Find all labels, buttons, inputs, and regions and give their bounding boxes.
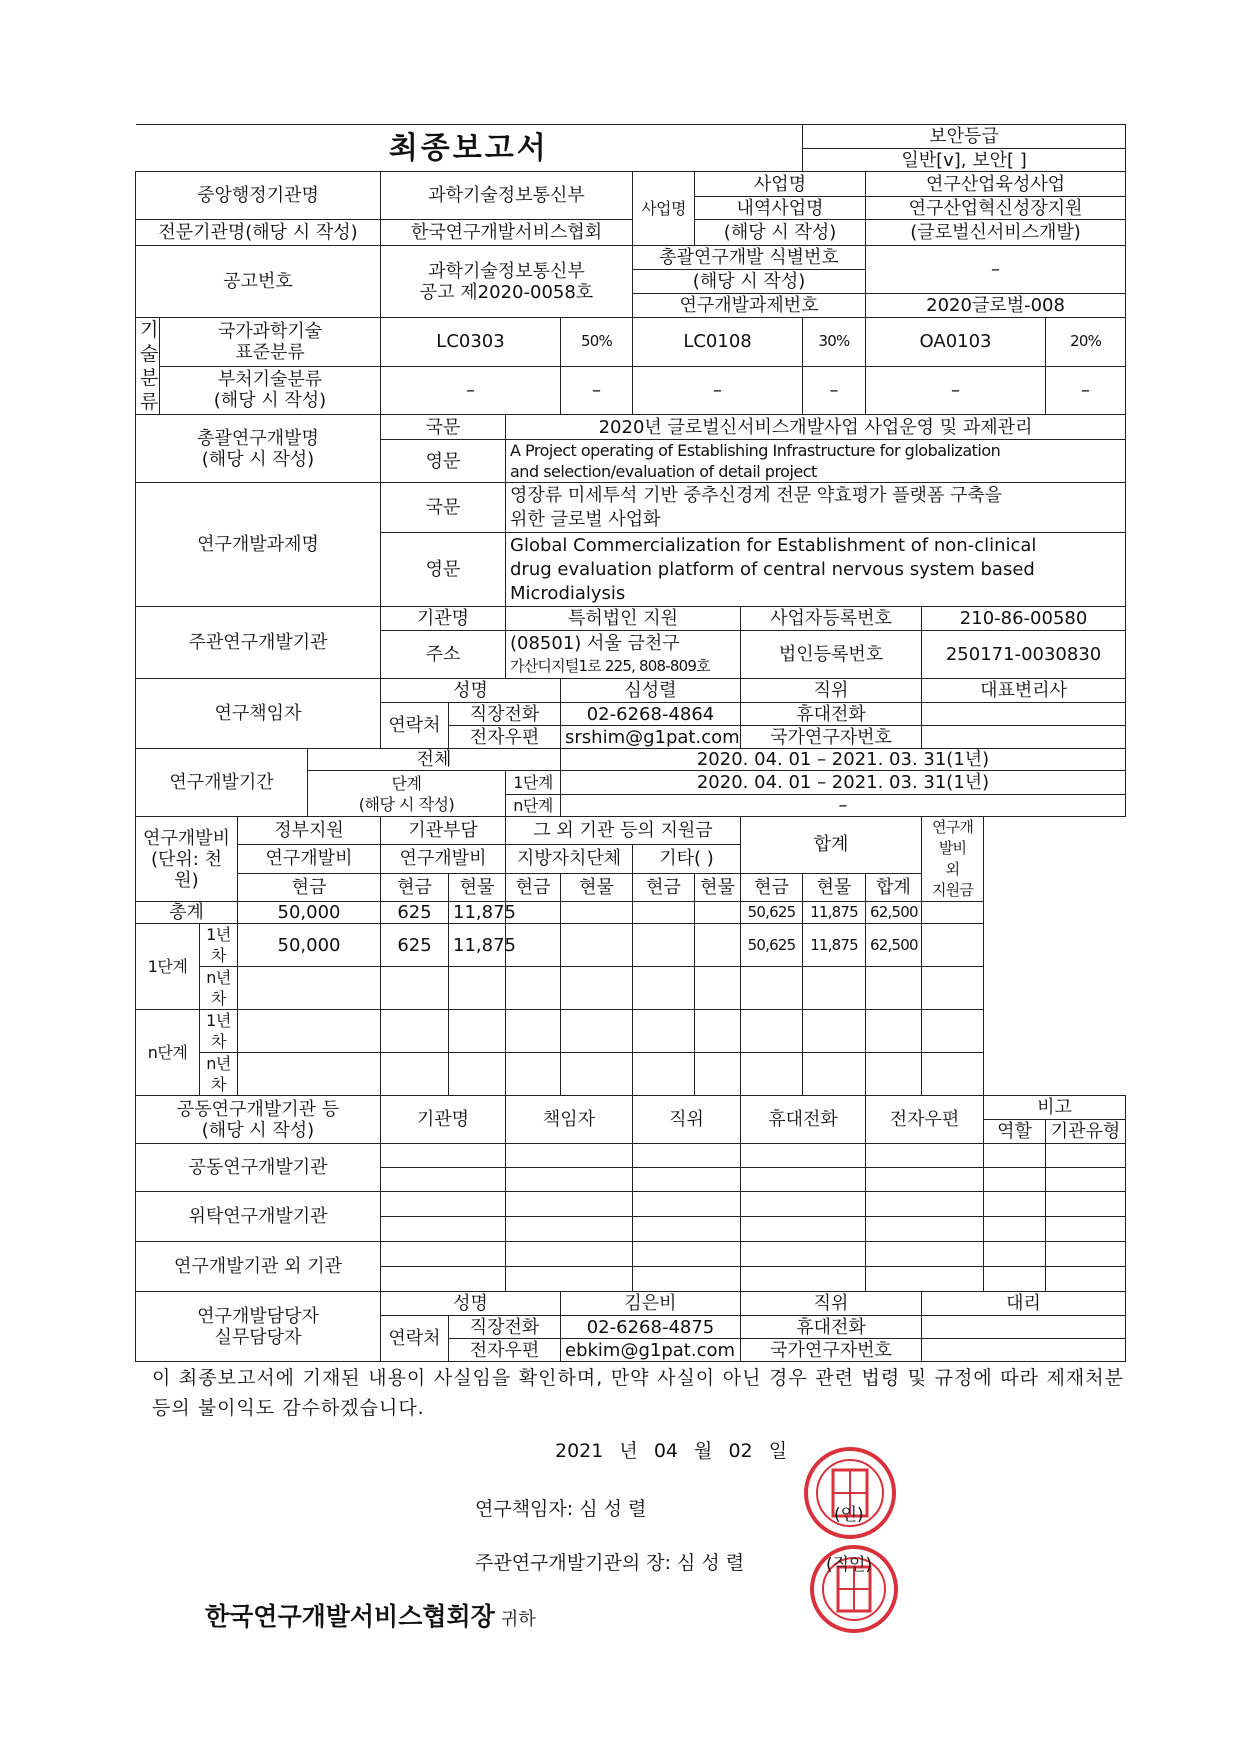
budget-s1yn-c10 bbox=[922, 967, 984, 1010]
ministry-class-pct-3: – bbox=[1046, 366, 1126, 415]
joint-r4-e bbox=[866, 1217, 984, 1242]
ministry-class-label: 부처기술분류 (해당 시 작성) bbox=[160, 366, 381, 415]
budget-spacer bbox=[984, 817, 1126, 1053]
joint-r5-f bbox=[984, 1242, 1046, 1267]
joint-r3-b bbox=[506, 1192, 633, 1217]
budget-snyn-gov bbox=[238, 1053, 381, 1096]
budget-label: 연구개발비 (단위: 천원) bbox=[136, 817, 238, 902]
pi-mobile-label: 휴대전화 bbox=[741, 703, 922, 726]
central-agency-value: 과학기술정보통신부 bbox=[381, 172, 633, 220]
joint-r2-b bbox=[506, 1168, 633, 1192]
period-total-label: 전체 bbox=[308, 749, 561, 771]
budget-s1y1-gov: 50,000 bbox=[238, 924, 381, 967]
ministry-class-pct-1: – bbox=[561, 366, 633, 415]
joint-col-email: 전자우편 bbox=[866, 1096, 984, 1144]
joint-r1-f bbox=[984, 1144, 1046, 1168]
budget-total-sum-total: 62,500 bbox=[866, 902, 922, 924]
overall-id-value: – bbox=[866, 246, 1126, 294]
budget-total-row-label: 총계 bbox=[136, 902, 238, 924]
budget-etc-kind: 현물 bbox=[695, 873, 741, 901]
pi-researcher-no-value bbox=[922, 726, 1126, 749]
budget-sny1-c4 bbox=[561, 1010, 633, 1053]
budget-s1yn-c8 bbox=[803, 967, 866, 1010]
joint-col-note: 비고 bbox=[984, 1096, 1126, 1120]
staff-office-phone-value: 02-6268-4875 bbox=[561, 1316, 741, 1339]
budget-total-org-cash: 625 bbox=[381, 902, 449, 924]
budget-snyn-c4 bbox=[561, 1053, 633, 1096]
joint-r3-d bbox=[741, 1192, 866, 1217]
joint-col-role: 역할 bbox=[984, 1120, 1046, 1144]
joint-col-org: 기관명 bbox=[381, 1096, 506, 1144]
budget-gov-label-1: 정부지원 bbox=[238, 817, 381, 845]
joint-r6-f bbox=[984, 1267, 1046, 1292]
budget-total-local-kind bbox=[561, 902, 633, 924]
tech-class-side-label: 기 술 분 류 bbox=[136, 318, 160, 415]
budget-snyn-c3 bbox=[506, 1053, 561, 1096]
budget-sum-total: 합계 bbox=[866, 873, 922, 901]
budget-stage1-label: 1단계 bbox=[136, 924, 200, 1010]
staff-researcher-no-label: 국가연구자번호 bbox=[741, 1339, 922, 1362]
joint-row-label-3: 연구개발기관 외 기관 bbox=[136, 1242, 381, 1292]
budget-org-label-2: 연구개발비 bbox=[381, 845, 506, 873]
staff-mobile-value bbox=[922, 1316, 1126, 1339]
staff-mobile-label: 휴대전화 bbox=[741, 1316, 922, 1339]
date-year: 2021 bbox=[555, 1440, 604, 1462]
lead-org-addr-value: (08501) 서울 금천구 가산디지털1로 225, 808-809호 bbox=[506, 631, 741, 679]
recipient bbox=[205, 1597, 536, 1633]
pi-name-value: 심성렬 bbox=[561, 679, 741, 703]
joint-r4-c bbox=[633, 1217, 741, 1242]
joint-r2-a bbox=[381, 1168, 506, 1192]
national-class-pct-3: 20% bbox=[1046, 318, 1126, 367]
joint-r2-d bbox=[741, 1168, 866, 1192]
task-no-value: 2020글로벌-008 bbox=[866, 294, 1126, 318]
budget-s1yn-gov bbox=[238, 967, 381, 1010]
budget-other-label: 그 외 기관 등의 지원금 bbox=[506, 817, 741, 845]
staff-office-phone-label: 직장전화 bbox=[449, 1316, 561, 1339]
national-class-code-1: LC0303 bbox=[381, 318, 561, 367]
seal-stamp-icon bbox=[802, 1445, 898, 1541]
period-stagen-value: – bbox=[561, 795, 1126, 817]
joint-r6-a bbox=[381, 1267, 506, 1292]
budget-s1y1-sum-kind: 11,875 bbox=[803, 924, 866, 967]
joint-col-mobile: 휴대전화 bbox=[741, 1096, 866, 1144]
pi-signature-line: 연구책임자: 심 성 렬 bbox=[475, 1498, 647, 1520]
joint-r1-d bbox=[741, 1144, 866, 1168]
budget-s1y1-label: 1년차 bbox=[200, 924, 238, 967]
sub-biz-value-1: 연구산업혁신성장지원 bbox=[866, 197, 1126, 220]
budget-nonfund-label: 연구개발비 외 지원금 bbox=[922, 817, 984, 902]
joint-r6-e bbox=[866, 1267, 984, 1292]
national-class-label: 국가과학기술 표준분류 bbox=[160, 318, 381, 367]
budget-sny1-c8 bbox=[803, 1010, 866, 1053]
budget-etc-label: 기타( ) bbox=[633, 845, 741, 873]
budget-s1y1-org-cash: 625 bbox=[381, 924, 449, 967]
pi-position-value: 대표변리사 bbox=[922, 679, 1126, 703]
period-stage1-label: 1단계 bbox=[506, 771, 561, 795]
period-total-value: 2020. 04. 01 – 2021. 03. 31(1년) bbox=[561, 749, 1126, 771]
national-class-code-2: LC0108 bbox=[633, 318, 803, 367]
joint-r4-f bbox=[984, 1217, 1046, 1242]
budget-s1yn-c9 bbox=[866, 967, 922, 1010]
budget-s1y1-nonfund bbox=[922, 924, 984, 967]
expert-agency-value: 한국연구개발서비스협회 bbox=[381, 220, 633, 246]
budget-s1yn-label: n년차 bbox=[200, 967, 238, 1010]
main-table bbox=[135, 124, 1126, 1362]
notice-value-1: 과학기술정보통신부 bbox=[428, 260, 585, 282]
task-name-en-value: Global Commercialization for Establishment of non-clinical drug evaluation platform of central nervous system based Microdialysis bbox=[506, 533, 1126, 607]
budget-total-sum-cash: 50,625 bbox=[741, 902, 803, 924]
budget-sny1-c2 bbox=[449, 1010, 506, 1053]
corp-reg-no-label: 법인등록번호 bbox=[741, 631, 922, 679]
ministry-class-pct-2: – bbox=[803, 366, 866, 415]
task-no-label: 연구개발과제번호 bbox=[633, 294, 866, 318]
joint-r6-g bbox=[1046, 1267, 1126, 1292]
budget-snyn-c5 bbox=[633, 1053, 695, 1096]
biz-name-value: 연구산업육성사업 bbox=[866, 172, 1126, 197]
joint-r5-c bbox=[633, 1242, 741, 1267]
budget-local-cash: 현금 bbox=[506, 873, 561, 901]
budget-etc-cash: 현금 bbox=[633, 873, 695, 901]
ministry-class-code-1: – bbox=[381, 366, 561, 415]
staff-researcher-no-value bbox=[922, 1339, 1126, 1362]
head-seal-mark: (직인) bbox=[826, 1555, 873, 1575]
lead-org-addr-label: 주소 bbox=[381, 631, 506, 679]
joint-r3-f bbox=[984, 1192, 1046, 1217]
overall-name-kr-value: 2020년 글로벌신서비스개발사업 사업운영 및 과제관리 bbox=[506, 415, 1126, 440]
budget-snyn-c1 bbox=[381, 1053, 449, 1096]
pi-label: 연구책임자 bbox=[136, 679, 381, 749]
national-class-code-3: OA0103 bbox=[866, 318, 1046, 367]
joint-r6-d bbox=[741, 1267, 866, 1292]
staff-email-value: ebkim@g1pat.com bbox=[561, 1339, 741, 1362]
biz-reg-no-label: 사업자등록번호 bbox=[741, 607, 922, 631]
overall-name-en-value: A Project operating of Establishing Infrastructure for globalization and selection/evaluation of detail project bbox=[506, 440, 1126, 483]
budget-org-kind: 현물 bbox=[449, 873, 506, 901]
overall-name-en-label: 영문 bbox=[381, 440, 506, 483]
budget-org-label-1: 기관부담 bbox=[381, 817, 506, 845]
overall-name-kr-label: 국문 bbox=[381, 415, 506, 440]
period-stage-label: 단계 (해당 시 작성) bbox=[308, 771, 506, 817]
budget-s1yn-c2 bbox=[449, 967, 506, 1010]
budget-s1y1-sum-total: 62,500 bbox=[866, 924, 922, 967]
joint-r2-g bbox=[1046, 1168, 1126, 1192]
page-title: 최종보고서 bbox=[136, 125, 803, 172]
biz-reg-no-value: 210-86-00580 bbox=[922, 607, 1126, 631]
budget-sny1-c10 bbox=[922, 1010, 984, 1053]
report-date bbox=[555, 1436, 787, 1463]
date-month: 04 bbox=[653, 1440, 678, 1462]
joint-label: 공동연구개발기관 등 (해당 시 작성) bbox=[136, 1096, 381, 1144]
budget-gov-cash: 현금 bbox=[238, 873, 381, 901]
budget-sum-kind: 현물 bbox=[803, 873, 866, 901]
date-month-unit: 월 bbox=[694, 1440, 713, 1462]
joint-r3-e bbox=[866, 1192, 984, 1217]
date-day: 02 bbox=[728, 1440, 753, 1462]
budget-stagen-label: n단계 bbox=[136, 1010, 200, 1096]
budget-snyn-c8 bbox=[803, 1053, 866, 1096]
budget-s1yn-c7 bbox=[741, 967, 803, 1010]
notice-value bbox=[381, 246, 633, 318]
budget-snyn-c6 bbox=[695, 1053, 741, 1096]
joint-r5-d bbox=[741, 1242, 866, 1267]
budget-s1y1-etc-cash bbox=[633, 924, 695, 967]
pi-email-label: 전자우편 bbox=[449, 726, 561, 749]
budget-spacer-3 bbox=[984, 1053, 1126, 1096]
budget-total-etc-kind bbox=[695, 902, 741, 924]
expert-agency-label: 전문기관명(해당 시 작성) bbox=[136, 220, 381, 246]
overall-id-label-1: 총괄연구개발 식별번호 bbox=[633, 246, 866, 270]
joint-r2-f bbox=[984, 1168, 1046, 1192]
budget-sny1-c1 bbox=[381, 1010, 449, 1053]
national-class-pct-2: 30% bbox=[803, 318, 866, 367]
ministry-class-code-2: – bbox=[633, 366, 803, 415]
budget-snyn-label: n년차 bbox=[200, 1053, 238, 1096]
recipient-name: 한국연구개발서비스협회장 bbox=[205, 1602, 495, 1631]
joint-row-label-1: 공동연구개발기관 bbox=[136, 1144, 381, 1192]
budget-s1yn-c1 bbox=[381, 967, 449, 1010]
task-name-kr-value: 영장류 미세투석 기반 중추신경계 전문 약효평가 플랫폼 구축을 위한 글로벌 사업화 bbox=[506, 483, 1126, 533]
joint-r2-e bbox=[866, 1168, 984, 1192]
joint-r4-a bbox=[381, 1217, 506, 1242]
pi-office-phone-label: 직장전화 bbox=[449, 703, 561, 726]
budget-gov-label-2: 연구개발비 bbox=[238, 845, 381, 873]
budget-sny1-c6 bbox=[695, 1010, 741, 1053]
notice-label: 공고번호 bbox=[136, 246, 381, 318]
notice-value-2: 공고 제2020-0058호 bbox=[419, 281, 594, 303]
budget-total-gov: 50,000 bbox=[238, 902, 381, 924]
period-stagen-label: n단계 bbox=[506, 795, 561, 817]
budget-snyn-c7 bbox=[741, 1053, 803, 1096]
joint-r5-a bbox=[381, 1242, 506, 1267]
joint-r4-d bbox=[741, 1217, 866, 1242]
pi-seal-mark: (인) bbox=[834, 1505, 864, 1525]
overall-id-label-2: (해당 시 작성) bbox=[633, 270, 866, 294]
pi-researcher-no-label: 국가연구자번호 bbox=[741, 726, 922, 749]
central-agency-label: 중앙행정기관명 bbox=[136, 172, 381, 220]
staff-position-label: 직위 bbox=[741, 1292, 922, 1316]
budget-total-sum-kind: 11,875 bbox=[803, 902, 866, 924]
staff-name-value: 김은비 bbox=[561, 1292, 741, 1316]
budget-s1y1-sum-cash: 50,625 bbox=[741, 924, 803, 967]
pi-position-label: 직위 bbox=[741, 679, 922, 703]
task-name-en-label: 영문 bbox=[381, 533, 506, 607]
lead-org-label: 주관연구개발기관 bbox=[136, 607, 381, 679]
joint-r5-b bbox=[506, 1242, 633, 1267]
budget-s1y1-org-kind: 11,875 bbox=[449, 924, 506, 967]
task-name-label: 연구개발과제명 bbox=[136, 483, 381, 607]
date-year-unit: 년 bbox=[619, 1440, 638, 1462]
report-form bbox=[135, 124, 1125, 1362]
budget-s1y1-local-kind bbox=[561, 924, 633, 967]
security-label: 보안등급 bbox=[803, 125, 1126, 149]
joint-r4-g bbox=[1046, 1217, 1126, 1242]
joint-r3-c bbox=[633, 1192, 741, 1217]
period-label: 연구개발기간 bbox=[136, 749, 308, 817]
joint-r5-g bbox=[1046, 1242, 1126, 1267]
overall-name-label: 총괄연구개발명 (해당 시 작성) bbox=[136, 415, 381, 483]
joint-r3-a bbox=[381, 1192, 506, 1217]
staff-name-label: 성명 bbox=[381, 1292, 561, 1316]
joint-r4-b bbox=[506, 1217, 633, 1242]
corp-reg-no-value: 250171-0030830 bbox=[922, 631, 1126, 679]
joint-r6-b bbox=[506, 1267, 633, 1292]
budget-snyn-c2 bbox=[449, 1053, 506, 1096]
budget-s1yn-c4 bbox=[561, 967, 633, 1010]
joint-r5-e bbox=[866, 1242, 984, 1267]
pi-name-label: 성명 bbox=[381, 679, 561, 703]
joint-r6-c bbox=[633, 1267, 741, 1292]
lead-org-name-label: 기관명 bbox=[381, 607, 506, 631]
program-label: 사업명 bbox=[633, 172, 695, 246]
budget-sum-cash: 현금 bbox=[741, 873, 803, 901]
sub-biz-value-2: (글로벌신서비스개발) bbox=[866, 220, 1126, 246]
joint-col-type: 기관유형 bbox=[1046, 1120, 1126, 1144]
budget-total-nonfund bbox=[922, 902, 984, 924]
budget-local-kind: 현물 bbox=[561, 873, 633, 901]
budget-total-org-kind: 11,875 bbox=[449, 902, 506, 924]
task-name-kr-label: 국문 bbox=[381, 483, 506, 533]
budget-sny1-label: 1년차 bbox=[200, 1010, 238, 1053]
budget-sny1-c5 bbox=[633, 1010, 695, 1053]
pi-email-value: srshim@g1pat.com bbox=[561, 726, 741, 749]
joint-row-label-2: 위탁연구개발기관 bbox=[136, 1192, 381, 1242]
national-class-pct-1: 50% bbox=[561, 318, 633, 367]
head-signature-line: 주관연구개발기관의 장: 심 성 렬 bbox=[475, 1552, 745, 1574]
staff-position-value: 대리 bbox=[922, 1292, 1126, 1316]
staff-email-label: 전자우편 bbox=[449, 1339, 561, 1362]
budget-sum-label: 합계 bbox=[741, 817, 922, 874]
budget-total-etc-cash bbox=[633, 902, 695, 924]
budget-snyn-c9 bbox=[866, 1053, 922, 1096]
budget-org-cash: 현금 bbox=[381, 873, 449, 901]
joint-r1-a bbox=[381, 1144, 506, 1168]
sub-biz-label-2: (해당 시 작성) bbox=[695, 220, 866, 246]
budget-s1yn-c6 bbox=[695, 967, 741, 1010]
period-stage1-value: 2020. 04. 01 – 2021. 03. 31(1년) bbox=[561, 771, 1126, 795]
joint-r3-g bbox=[1046, 1192, 1126, 1217]
staff-label: 연구개발담당자 실무담당자 bbox=[136, 1292, 381, 1362]
pi-office-phone-value: 02-6268-4864 bbox=[561, 703, 741, 726]
recipient-suffix: 귀하 bbox=[500, 1609, 536, 1630]
lead-org-name-value: 특허법인 지원 bbox=[506, 607, 741, 631]
pi-contact-label: 연락처 bbox=[381, 703, 449, 749]
sub-biz-label-1: 내역사업명 bbox=[695, 197, 866, 220]
joint-r2-c bbox=[633, 1168, 741, 1192]
biz-name-label: 사업명 bbox=[695, 172, 866, 197]
staff-contact-label: 연락처 bbox=[381, 1316, 449, 1362]
budget-local-label: 지방자치단체 bbox=[506, 845, 633, 873]
pi-mobile-value bbox=[922, 703, 1126, 726]
security-value: 일반[v], 보안[ ] bbox=[803, 149, 1126, 172]
budget-sny1-gov bbox=[238, 1010, 381, 1053]
joint-r1-b bbox=[506, 1144, 633, 1168]
joint-r1-g bbox=[1046, 1144, 1126, 1168]
budget-sny1-c3 bbox=[506, 1010, 561, 1053]
budget-snyn-c10 bbox=[922, 1053, 984, 1096]
date-day-unit: 일 bbox=[768, 1440, 788, 1462]
budget-s1y1-etc-kind bbox=[695, 924, 741, 967]
ministry-class-code-3: – bbox=[866, 366, 1046, 415]
budget-s1yn-c3 bbox=[506, 967, 561, 1010]
budget-s1yn-c5 bbox=[633, 967, 695, 1010]
budget-sny1-c9 bbox=[866, 1010, 922, 1053]
joint-col-position: 직위 bbox=[633, 1096, 741, 1144]
pledge-text: 이 최종보고서에 기재된 내용이 사실임을 확인하며, 만약 사실이 아닌 경우 관련 법령 및 규정에 따라 제재처분 등의 불이익도 감수하겠습니다. bbox=[152, 1367, 1124, 1419]
joint-r1-e bbox=[866, 1144, 984, 1168]
joint-col-head: 책임자 bbox=[506, 1096, 633, 1144]
joint-r1-c bbox=[633, 1144, 741, 1168]
budget-sny1-c7 bbox=[741, 1010, 803, 1053]
